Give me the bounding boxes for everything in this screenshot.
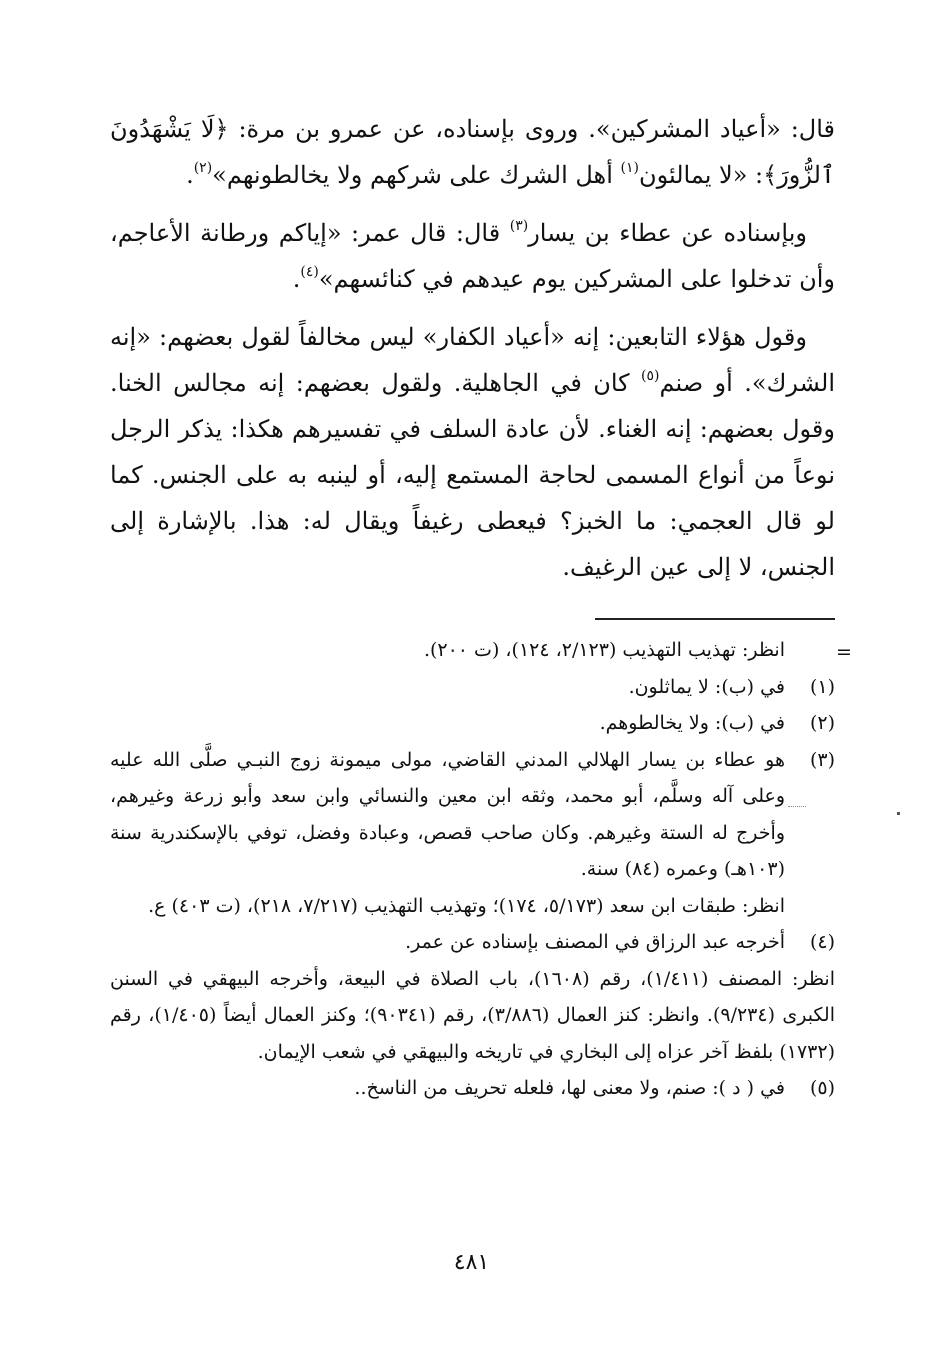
paragraph-1 <box>110 106 835 198</box>
footnote-number: (٣) <box>809 748 835 771</box>
footnote-number: (٤) <box>809 931 835 953</box>
paragraph-1-part-c: . <box>186 161 194 189</box>
footnote-1 <box>110 669 835 706</box>
footnote-2 <box>110 705 835 742</box>
footnote-number: (٥) <box>809 1077 835 1099</box>
footnote-continuation-marker: = <box>836 641 852 663</box>
paragraph-3 <box>110 314 835 590</box>
paragraph-1-part-b: أهل الشرك على شركهم ولا يخالطونهم» <box>212 161 621 189</box>
footnotes <box>110 632 835 1107</box>
footnote-3 <box>110 742 835 925</box>
footnote-ref-4: (٤) <box>300 264 319 280</box>
footnote-number: (١) <box>809 675 835 698</box>
footnote-4 <box>110 924 835 961</box>
footnote-ref-1: (١) <box>620 160 639 176</box>
footnote-ref-2: (٢) <box>193 160 213 176</box>
footnote-ref-5: (٥) <box>641 368 660 384</box>
footnote-text: أخرجه عبد الرزاق في المصنف بإسناده عن عمر. <box>405 931 785 953</box>
paragraph-2-part-b: قال: قال عمر: «إياكم ورطانة الأعاجم، وأن تدخلوا على المشركين يوم عيدهم في كنائسهم» <box>110 219 835 293</box>
footnote-text-sources: انظر: طبقات ابن سعد (٥/١٧٣، ١٧٤)؛ وتهذيب التهذيب (٧/٢١٧، ٢١٨)، (ت ٤٠٣) ع. <box>148 894 785 917</box>
paragraph-2 <box>110 210 835 302</box>
footnote-5 <box>110 1070 835 1107</box>
main-text <box>110 106 835 602</box>
paragraph-2-part-a: وبإسناده عن عطاء بن يسار <box>528 219 807 247</box>
page-number: ٤٨١ <box>453 1250 490 1275</box>
scan-speck <box>897 812 900 815</box>
footnote-ref-3: (٣) <box>509 218 529 234</box>
footnote-number: (٢) <box>809 712 835 734</box>
footnote-text: في (ب): ولا يخالطوهم. <box>599 712 785 734</box>
footnote-continuation <box>110 632 835 669</box>
paragraph-3-part-b: كان في الجاهلية. ولقول بعضهم: إنه مجالس الخنا. وقول بعضهم: إنه الغناء. لأن عادة السلف في تفسيرهم هكذا: يذكر الرجل نوعاً من أنواع المسمى لحاجة المستمع إليه، أو لينبه به على الجنس. كما لو قال العجمي: ما الخبز؟ فيعطى رغيفاً ويقال له: هذا. بالإشارة إلى الجنس، لا إلى عين الرغيف. <box>110 369 835 581</box>
paragraph-1-part-a: قال: «أعياد المشركين». وروى بإسناده، عن عمرو بن مرة: ﴿لَا يَشْهَدُونَ ٱلزُّورَ﴾: «لا يمالئون <box>110 115 835 189</box>
footnote-text: في (ب): لا يماثلون. <box>628 675 785 698</box>
footnote-continuation-text: انظر: تهذيب التهذيب (٢/١٢٣، ١٢٤)، (ت ٢٠٠). <box>423 639 785 661</box>
footnote-4-sources: انظر: المصنف (١/٤١١)، رقم (١٦٠٨)، باب الصلاة في البيعة، وأخرجه البيهقي في السنن الكبرى (٩/٢٣٤). وانظر: كنز العمال (٣/٨٨٦)، رقم (٩٠٣٤١)؛ وكنز العمال أيضاً (١/٤٠٥)، رقم (١٧٣٢) بلفظ آخر عزاه إلى البخاري في تاريخه والبيهقي في شعب الإيمان. <box>110 967 835 1063</box>
scan-dotted-mark <box>788 806 806 807</box>
footnote-divider <box>595 618 835 620</box>
footnote-text: في ( د ): صنم، ولا معنى لها، فلعله تحريف من الناسخ.. <box>354 1077 785 1099</box>
footnote-body <box>110 742 785 925</box>
paragraph-3-part-a: وقول هؤلاء التابعين: إنه «أعياد الكفار» ليس مخالفاً لقول بعضهم: «إنه الشرك». أو صنم <box>110 323 835 397</box>
paragraph-2-part-c: . <box>292 265 301 293</box>
footnote-text: هو عطاء بن يسار الهلالي المدني القاضي، مولى ميمونة زوج النبـي صلَّى الله عليه وعلى آله وسلَّم، أبو محمد، وثقه ابن معين والنسائي وابن سعد وأبو زرعة وغيرهم، وأخرج له الستة وغيرهم. وكان صاحب قصص، وعبادة وفضل، توفي بالإسكندرية سنة (١٠٣هـ) وعمره (٨٤) سنة. <box>110 748 785 880</box>
